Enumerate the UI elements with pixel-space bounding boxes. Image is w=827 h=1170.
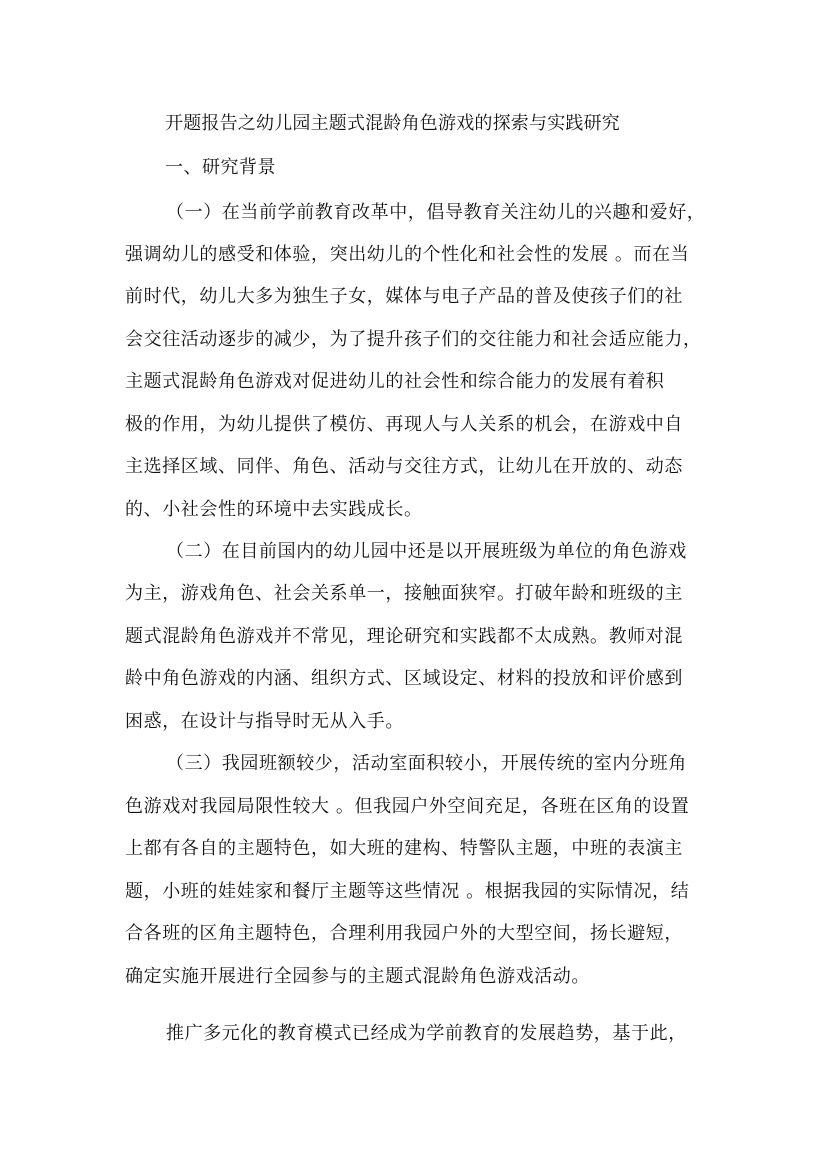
section-heading: 一、研究背景 [165, 157, 276, 178]
paragraph-1-line-2: 强调幼儿的感受和体验，突出幼儿的个性化和社会性的发展 。而在当 [125, 244, 690, 265]
paragraph-2-line-1: （二）在目前国内的幼儿园中还是以开展班级为单位的角色游戏 [166, 541, 687, 562]
paragraph-3-line-1: （三）我园班额较少，活动室面积较小，开展传统的室内分班角 [166, 753, 687, 774]
paragraph-2-line-2: 为主，游戏角色、社会关系单一，接触面狭窄。打破年龄和班级的主 [125, 583, 683, 604]
paragraph-3-line-2: 色游戏对我园局限性较大 。但我园户外空间充足，各班在区角的设置 [125, 796, 690, 817]
paragraph-1-line-1: （一）在当前学前教育改革中，倡导教育关注幼儿的兴趣和爱好， [166, 202, 706, 223]
paragraph-1-line-4: 会交往活动逐步的减少，为了提升孩子们的交往能力和社会适应能力， [125, 329, 702, 350]
paragraph-1-line-7: 主选择区域、同伴、角色、活动与交往方式，让幼儿在开放的、动态 [125, 456, 683, 477]
paragraph-2-line-5: 困惑，在设计与指导时无从入手。 [125, 711, 404, 732]
paragraph-3-line-5: 合各班的区角主题特色，合理利用我园户外的大型空间，扬长避短， [125, 923, 683, 944]
paragraph-1-line-3: 前时代，幼儿大多为独生子女，媒体与电子产品的普及使孩子们的社 [125, 286, 683, 307]
paragraph-1-line-5: 主题式混龄角色游戏对促进幼儿的社会性和综合能力的发展有着积 [125, 371, 665, 392]
paragraph-4-line-1: 推广多元化的教育模式已经成为学前教育的发展趋势，基于此， [166, 1023, 687, 1044]
paragraph-1-line-6: 极的作用，为幼儿提供了模仿、再现人与人关系的机会，在游戏中自 [125, 414, 683, 435]
document-title: 开题报告之幼儿园主题式混龄角色游戏的探索与实践研究 [165, 113, 620, 134]
paragraph-3-line-6: 确定实施开展进行全园参与的主题式混龄角色游戏活动。 [125, 966, 590, 987]
paragraph-3-line-3: 上都有各自的主题特色，如大班的建构、特警队主题，中班的表演主 [125, 838, 683, 859]
paragraph-1-line-8: 的、小社会性的环境中去实践成长。 [125, 499, 423, 520]
paragraph-3-line-4: 题，小班的娃娃家和餐厅主题等这些情况 。根据我园的实际情况，结 [125, 881, 690, 902]
paragraph-2-line-3: 题式混龄角色游戏并不常见，理论研究和实践都不太成熟。教师对混 [125, 626, 683, 647]
paragraph-2-line-4: 龄中角色游戏的内涵、组织方式、区域设定、材料的投放和评价感到 [125, 668, 683, 689]
